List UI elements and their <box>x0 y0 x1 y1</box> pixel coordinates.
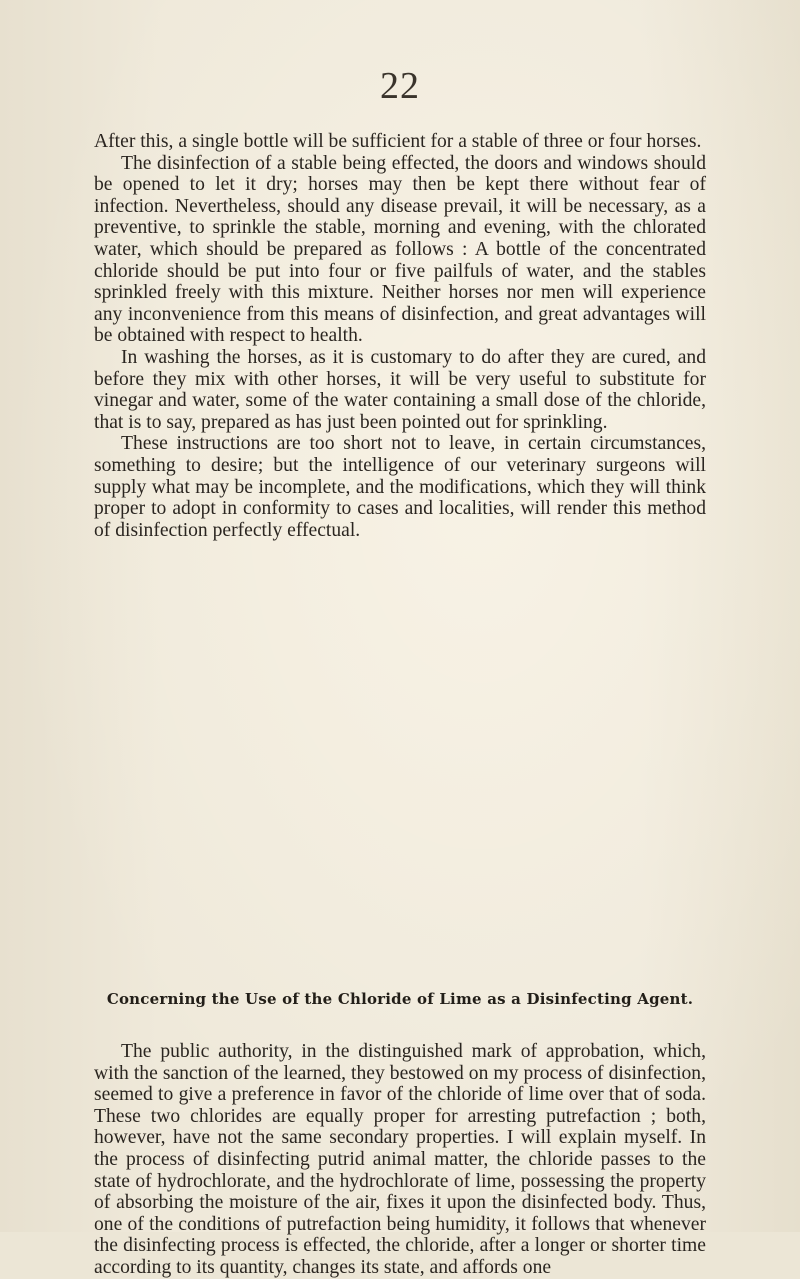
page-number: 22 <box>380 65 420 107</box>
section-heading: Concerning the Use of the Chloride of Lime as a Disinfecting Agent. <box>106 990 694 1008</box>
paragraph: The public authority, in the distinguished mark of approbation, which, with the sanction of the learned, they bestowed on my process of disinfection, seemed to give a preference in favor of the chloride of lime over that of soda. These two chlorides are equally proper for arresting putrefaction ; both, however, have not the same secondary properties. I will explain myself. In the process of disinfecting putrid animal matter, the chloride passes to the state of hydrochlorate, and the hydrochlorate of lime, possessing the property of absorbing the moisture of the air, fixes it upon the disinfected body. Thus, one of the conditions of putrefaction being humidity, it follows that whenever the disinfecting process is effected, the chloride, after a longer or shorter time according to its quantity, changes its state, and affords one <box>94 1041 706 1278</box>
paragraph: After this, a single bottle will be sufficient for a stable of three or four horses. <box>94 131 702 152</box>
paragraph: The disinfection of a stable being effected, the doors and windows should be opened to let it dry; horses may then be kept there without fear of infection. Nevertheless, should any disease prevail, it will be necessary, as a preventive, to sprinkle the stable, morning and evening, with the chlorated water, which should be prepared as follows : A bottle of the concentrated chloride should be put into four or five pailfuls of water, and the stables sprinkled freely with this mixture. Neither horses nor men will experience any inconvenience from this means of disinfection, and great advantages will be obtained with respect to health. <box>94 152 706 347</box>
body-text-top <box>94 131 706 541</box>
paragraph: In washing the horses, as it is customary to do after they are cured, and before they mix with other horses, it will be very useful to substitute for vinegar and water, some of the water containing a small dose of the chloride, that is to say, prepared as has just been pointed out for sprinkling. <box>94 346 706 433</box>
paragraph: These instructions are too short not to leave, in certain circumstances, something to desire; but the intelligence of our veterinary surgeons will supply what may be incomplete, and the modifications, which they will think proper to adopt in conformity to cases and localities, will render this method of disinfection perfectly effectual. <box>94 433 706 541</box>
body-text-bottom <box>94 1041 706 1279</box>
